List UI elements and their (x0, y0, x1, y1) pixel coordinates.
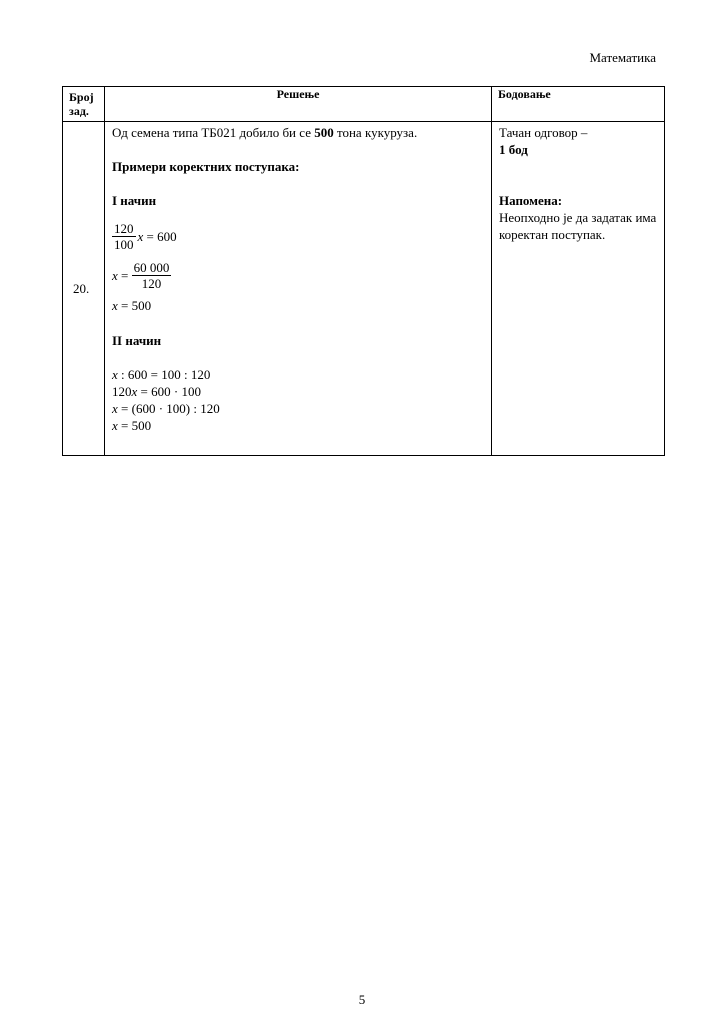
equation-2 (112, 255, 485, 295)
score-points: 1 бод (499, 142, 528, 157)
method2-line (112, 383, 485, 400)
fraction-1 (112, 221, 136, 252)
fraction-2 (132, 260, 172, 291)
header-number: Број зад. (63, 87, 105, 122)
score-line-1: Тачан одговор – (499, 125, 588, 140)
note-title: Напомена: (499, 193, 563, 208)
method1-title: I начин (112, 193, 157, 208)
equation-1-rhs: = 600 (146, 228, 177, 244)
page-number: 5 (358, 992, 366, 1007)
variable-x: x (112, 401, 118, 416)
variable-x: x (112, 418, 118, 433)
scoring-cell (492, 122, 665, 456)
equals-sign: = (121, 267, 129, 283)
table-header-row (63, 87, 665, 122)
variable-x: x (112, 297, 118, 313)
fraction-2-numerator: 60 000 (133, 259, 170, 275)
variable-x: x (137, 228, 144, 244)
line-text: : 600 = 100 : 120 (117, 367, 211, 382)
equation-1 (112, 217, 485, 255)
note-text: Неопходно је да задатак има коректан поступак. (499, 210, 657, 242)
task-number: 20. (63, 122, 105, 456)
examples-title: Примери коректних поступака: (112, 159, 300, 174)
answer-line (112, 124, 485, 141)
fraction-1-numerator: 120 (114, 220, 134, 236)
method2-line (112, 366, 485, 383)
table-row (63, 122, 665, 456)
answer-value: 500 (314, 125, 334, 140)
header-scoring: Бодовање (492, 87, 665, 122)
method2-line (112, 400, 485, 417)
equation-3-rhs: = 500 (121, 297, 152, 313)
variable-x: x (131, 384, 138, 399)
fraction-2-denominator: 120 (132, 275, 172, 291)
solution-table (62, 86, 665, 456)
line-text: = 500 (117, 418, 152, 433)
variable-x: x (112, 267, 118, 283)
solution-cell (105, 122, 492, 456)
fraction-1-denominator: 100 (114, 236, 134, 252)
line-text: = (600 · 100) : 120 (117, 401, 220, 416)
answer-after: тона кукуруза. (333, 125, 418, 140)
method2-title: II начин (112, 333, 162, 348)
header-solution: Решење (105, 87, 492, 122)
method2-line (112, 417, 485, 434)
variable-x: x (112, 367, 118, 382)
line-text: = 600 · 100 (137, 384, 201, 399)
equation-3 (112, 295, 485, 315)
header-subject: Математика (589, 50, 656, 65)
answer-before: Од семена типа ТБ021 добило би се (112, 125, 315, 140)
coefficient: 120 (112, 384, 132, 399)
